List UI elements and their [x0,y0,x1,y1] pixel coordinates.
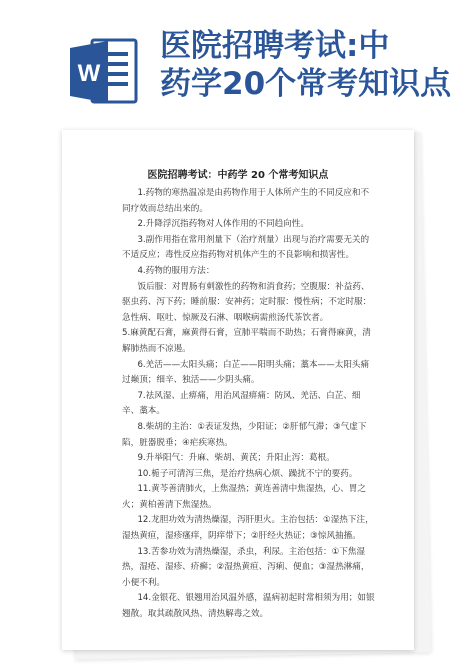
paragraph: 12.龙胆功效为清热燥湿，泻肝胆火。主治包括：①湿热下注，湿热黄疸，湿疹瘙痒，阴痒带下；②肝经火热证；③惊风抽搐。 [122,515,374,542]
paragraph: 8.柴胡的主治：①表证发热，少阳证；②肝郁气滞；③气虚下陷，脏器脱垂；④疟疾寒热。 [122,421,367,448]
paragraph: 11.黄芩善清肺火，上焦湿热；黄连善清中焦湿热，心、胃之火；黄柏善清下焦湿热。 [122,484,366,510]
page-title-line-2: 药学20个常考知识点 [160,66,452,102]
paragraph: 3.副作用指在常用剂量下（治疗剂量）出现与治疗需要无关的不适反应；毒性反应指药物对机体产生的不良影响和损害性。 [122,234,370,261]
header-banner [0,0,474,130]
svg-text:W: W [77,60,101,87]
paragraph: 7.祛风湿、止痹痛，用治风湿痹痛：防风、羌活、白芷、细辛、藁本。 [122,390,361,417]
paragraph: 5.麻黄配石膏，麻黄得石膏，宣肺平喘而不助热；石膏得麻黄，清解肺热而不凉遏。 [122,328,371,354]
document-body [122,186,377,623]
document-title: 医院招聘考试：中药学 20 个常考知识点 [147,170,329,181]
paragraph: 13.苦参功效为清热燥湿，杀虫，利尿。主治包括：①下焦湿热，湿疮、湿疹、疥癣；②湿热黄疸、泻痢、便血；③湿热淋痛，小便不利。 [122,546,370,588]
paragraph: 4.药物的服用方法： [137,265,215,276]
paragraph: 9.升举阳气：升麻、柴胡、黄芪；升阳止泻：葛根。 [137,453,335,464]
document-page [62,130,414,650]
paragraph: 饭后服：对胃肠有刺激性的药物和消食药；空腹服：补益药、驱虫药、泻下药；睡前服：安神药；定时服：慢性病；不定时服：急性病、呕吐、惊厥及石淋、咽喉病需煎汤代茶饮者。 [122,281,372,323]
paragraph: 10.栀子可清泻三焦，是治疗热病心烦、躁扰不宁的要药。 [137,468,358,479]
page-title-line-1: 医院招聘考试:中 [160,28,390,64]
paragraph: 1.药物的寒热温凉是由药物作用于人体所产生的不同反应和不同疗效而总结出来的。 [122,188,370,214]
paragraph: 2.升降浮沉指药物对人体作用的不同趋向性。 [137,219,309,230]
word-document-icon [70,36,138,108]
paragraph: 14.金银花、银翘用治风温外感，温病初起时常相须为用；如银翘散。取其疏散风热、清热解毒之效。 [122,593,375,620]
paragraph: 6.羌活——太阳头痛；白芷——阳明头痛；藁本——太阳头痛过巅顶；细辛、独活——少阴头痛。 [122,359,370,386]
